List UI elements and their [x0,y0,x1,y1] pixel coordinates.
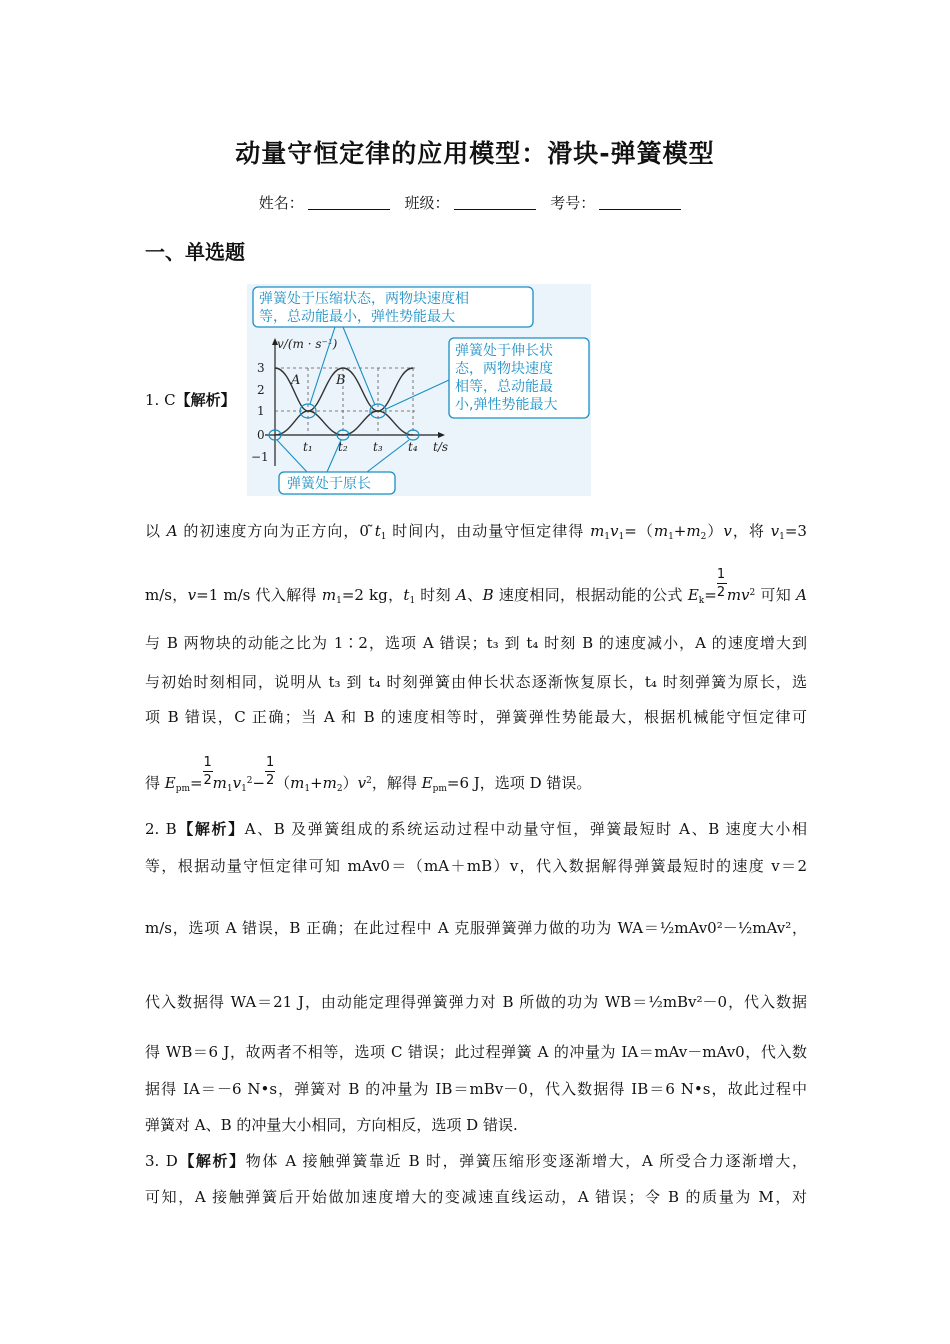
t: m [726,586,742,604]
t: E [164,774,176,792]
y-tick-1: 1 [257,404,265,418]
t: = [190,774,203,792]
t: 2 [716,585,726,600]
t: m [290,774,305,792]
t: 2 [366,776,372,786]
t: 1 [203,755,212,770]
t: v [232,774,242,792]
t: v [723,522,732,540]
t: t [374,522,381,540]
t: 可知 [755,586,797,604]
q3-analysis-tag: 【解析】 [177,1152,246,1170]
t: v [770,522,780,540]
x-tick-t4: t₄ [408,440,418,454]
t: =6 J，选项 D 错误。 [446,774,592,792]
t: t [403,586,410,604]
t: ，将 [731,522,771,540]
q3-line-2: 可知，A 接触弹簧后开始做加速度增大的变减速直线运动，A 错误；令 B 的质量为 M，对 [145,1188,807,1206]
t: 1 [716,567,726,582]
id-blank[interactable] [599,195,681,210]
fraction-bar [265,771,275,772]
t: v [741,586,750,604]
t: 、 [466,586,483,604]
q1-line-1 [145,522,807,542]
q1-number: 1. C [145,391,176,409]
t: v [610,522,619,540]
fraction-bar [717,583,727,584]
t: A [456,586,467,604]
t: 1 [409,596,416,606]
fraction [716,567,727,600]
t: E [687,586,699,604]
y-tick-2: 2 [257,383,265,397]
callout-right-line-3: 相等，总动能最 [455,379,553,395]
q2-line-2: 等，根据动量守恒定律可知 mAv0＝（mA＋mB）v，代入数据解得弹簧最短时的速度 v＝2 [145,857,807,875]
curve-b-label: B [336,373,346,388]
t: ） [342,774,358,792]
q1-line-5: 项 B 错误，C 正确；当 A 和 B 的速度相等时，弹簧弹性势能最大，根据机械能守恒定律可 [145,708,807,726]
t: 时间内，由动量守恒定律得 [386,522,591,540]
t: m [590,522,605,540]
q2-line-6: 据得 IA＝－6 N•s，弹簧对 B 的冲量为 IB＝mBv－0，代入数据得 IB＝6 N•s，故此过程中 [145,1080,807,1098]
callout-right-line-1: 弹簧处于伸长状 [455,343,553,359]
callout-right-line-2: 态，两物块速度 [455,361,553,377]
t: v [187,586,197,604]
t: 1 [380,532,387,542]
x-tick-t3: t₃ [373,440,383,454]
fraction-bar [203,771,213,772]
t: E [421,774,433,792]
t: =2 kg， [341,586,404,604]
q2-analysis-tag: 【解析】 [176,820,245,838]
student-info-row [0,192,950,213]
x-tick-t1: t₁ [303,440,313,454]
q2-text-1: A、B 及弹簧组成的系统运动过程中动量守恒，弹簧最短时 A、B 速度大小相 [244,820,807,838]
t: 2 [203,773,212,788]
t: =3 [784,522,807,540]
q2-line-7: 弹簧对 A、B 的冲量大小相同，方向相反，选项 D 错误. [145,1116,518,1134]
t: m [686,522,701,540]
t: 1 [304,784,311,794]
t: 速度相同，根据动能的公式 [493,586,688,604]
t: m [653,522,669,540]
t: 1 [226,784,233,794]
t: + [673,522,687,540]
t: ） [706,522,724,540]
name-label: 姓名： [258,194,304,212]
q1-line-4: 与初始时刻相同，说明从 t₃ 到 t₄ 时刻弹簧由伸长状态逐渐恢复原长，t₄ 时刻弹簧为原长，选 [145,673,807,691]
class-label: 班级： [404,194,450,212]
q2-line-1 [145,822,807,837]
q3-text-1: 物体 A 接触弹簧靠近 B 时，弹簧压缩形变逐渐增大，A 所受合力逐渐增大， [245,1152,807,1170]
t: 得 [145,774,165,792]
y-tick-neg1: −1 [251,450,269,464]
section-heading: 一、单选题 [145,240,245,264]
class-blank[interactable] [454,195,536,210]
y-axis-label: v/(m · s⁻¹) [277,337,338,351]
page-title: 动量守恒定律的应用模型：滑块-弹簧模型 [235,139,715,168]
t: pm [175,784,191,794]
x-tick-t2: t₂ [338,440,348,454]
id-label: 考号： [550,194,596,212]
q1-line-2 [145,567,807,606]
t: =1 m/s 代入解得 [196,586,322,604]
t: 2 [265,773,275,788]
fraction [203,755,213,788]
t: 以 [145,522,167,540]
t: 时刻 [415,586,457,604]
y-tick-3: 3 [257,361,265,375]
fraction [265,755,275,788]
q1-lead [145,389,236,410]
y-tick-0: 0 [257,428,265,442]
t: 1 [265,755,275,770]
t: − [252,774,266,792]
t: B [482,586,494,604]
t: + [310,774,323,792]
t: pm [432,784,447,794]
t: =（ [624,522,654,540]
q3-number: 3. D [145,1152,178,1170]
callout-top-line-2: 等，总动能最小，弹性势能最大 [259,309,455,325]
x-axis-label: t/s [433,440,449,454]
curve-a-label: A [291,373,301,388]
q2-line-3: m/s，选项 A 错误，B 正确；在此过程中 A 克服弹簧弹力做的功为 WA＝½mAv0²－½mAv²， [145,919,807,937]
callout-right-line-4: 小,弹性势能最大 [455,397,558,413]
callout-top-line-1: 弹簧处于压缩状态，两物块速度相 [259,291,469,307]
t: 1 [668,532,674,542]
t: m/s， [145,586,188,604]
t: m [212,774,227,792]
t: m [321,586,337,604]
t: 1 [241,784,247,794]
t: ，解得 [371,774,422,792]
t: 1 [604,532,611,542]
t: 2 [749,588,756,598]
t: 1 [336,596,342,606]
t: 2 [336,784,343,794]
t: 2 [246,776,253,786]
q2-line-4: 代入数据得 WA＝21 J，由动能定理得弹簧弹力对 B 所做的功为 WB＝½mBv²－0，代入数据 [145,993,807,1011]
name-blank[interactable] [308,195,390,210]
q1-line-3: 与 B 两物块的动能之比为 1∶2，选项 A 错误；t₃ 到 t₄ 时刻 B 的速度减小，A 的速度增大到 [145,634,807,652]
t: （ [275,774,291,792]
t: 2 [700,532,707,542]
t: 1 [779,532,785,542]
t: v [357,774,367,792]
q1-line-6 [145,755,807,794]
q2-number: 2. B [145,820,177,838]
velocity-time-figure [247,284,591,496]
t: A [796,586,807,604]
t: 1 [618,532,625,542]
t: 的初速度方向为正方向，0 ̃ [177,522,375,540]
q2-line-5: 得 WB＝6 J，故两者不相等，选项 C 错误；此过程弹簧 A 的冲量为 IA＝mAv－mAv0，代入数 [145,1043,807,1061]
q3-line-1 [145,1154,807,1169]
q1-analysis-tag: 【解析】 [175,391,236,409]
t: = [704,586,717,604]
callout-bottom-text: 弹簧处于原长 [287,476,371,492]
t: m [322,774,337,792]
t: k [698,596,705,606]
t: A [166,522,178,540]
